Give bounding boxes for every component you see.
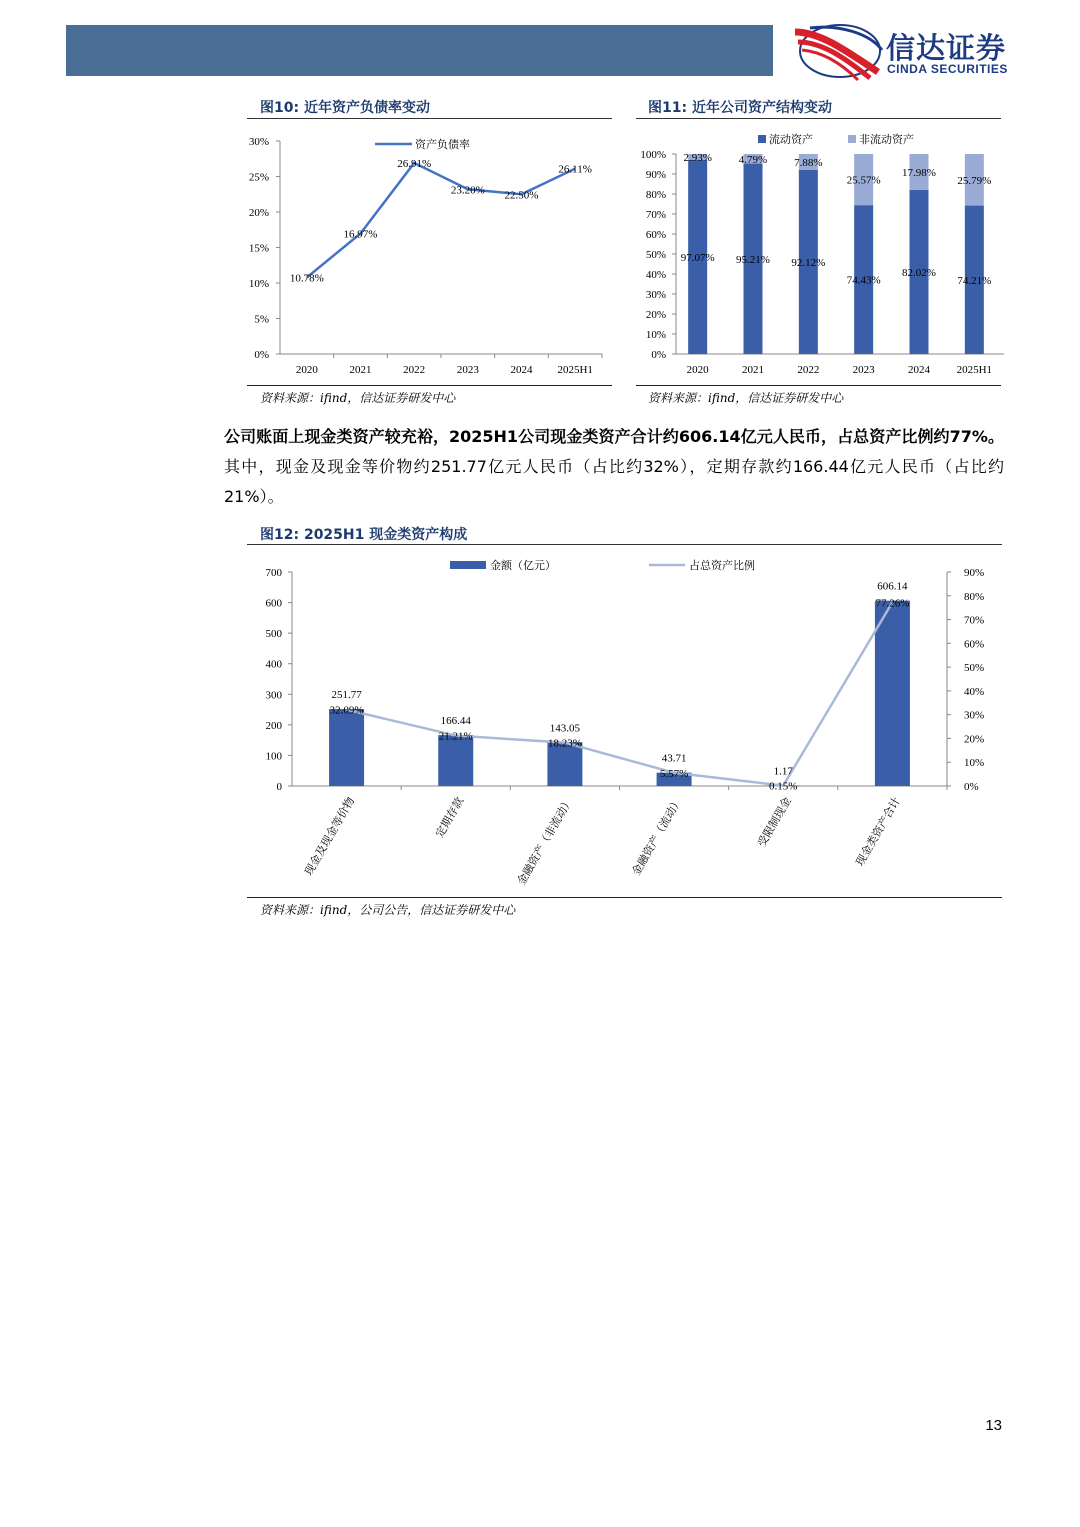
fig12-y-right-tick-label: 60% — [964, 638, 985, 651]
fig11-data-label-noncurrent: 4.79% — [738, 153, 768, 166]
cinda-logo-icon — [790, 20, 885, 82]
fig11-data-label-noncurrent: 17.98% — [902, 166, 936, 179]
fig11-legend-label-current: 流动资产 — [769, 134, 813, 146]
fig11-x-tick-label: 2024 — [908, 364, 930, 376]
fig11-chart — [636, 125, 1006, 389]
fig11-source: 资料来源：ifind，信达证券研发中心 — [648, 391, 844, 405]
fig12-marks — [329, 581, 910, 793]
fig10-top-rule — [247, 118, 612, 119]
fig11-data-label-noncurrent: 25.57% — [846, 174, 881, 187]
fig10-data-label: 10.78% — [289, 272, 324, 285]
fig10-data-label: 23.20% — [450, 184, 485, 197]
fig10-axes — [249, 136, 602, 376]
fig12-y-right-tick-label: 70% — [964, 614, 985, 627]
fig12-y-left-tick-label: 700 — [265, 567, 282, 579]
fig10-y-tick-label: 20% — [248, 207, 269, 219]
fig10-y-tick-label: 15% — [248, 242, 269, 255]
fig12-y-right-tick-label: 0% — [964, 781, 979, 793]
cinda-logo — [790, 20, 1060, 82]
fig12-x-tick-label: 现金及现金等价物 — [302, 795, 358, 878]
fig12-x-tick-label: 金融资产（流动） — [630, 795, 685, 878]
fig10-legend-label: 资产负债率 — [415, 139, 470, 151]
fig12-data-label-amount: 606.14 — [877, 580, 908, 593]
fig11-legend-swatch-current — [758, 135, 766, 143]
fig10-y-tick-label: 0% — [254, 349, 269, 361]
fig12-x-tick-label: 金融资产（非流动） — [515, 795, 576, 888]
body-paragraph — [224, 422, 1004, 512]
fig10-x-tick-label: 2023 — [456, 364, 479, 376]
fig11-title: 图11: 近年公司资产结构变动 — [648, 100, 832, 116]
fig12-data-label-ratio: 32.09% — [329, 704, 364, 717]
fig12-data-label-ratio: 21.21% — [438, 730, 473, 743]
fig12-y-right-tick-label: 80% — [964, 590, 985, 603]
fig12-svg — [247, 550, 1002, 895]
fig12-y-right-tick-label: 40% — [964, 685, 985, 698]
fig12-y-left-tick-label: 100 — [265, 750, 282, 763]
fig10-svg — [247, 125, 612, 385]
fig10-data-label: 26.11% — [558, 163, 592, 176]
fig11-y-tick-label: 0% — [651, 349, 666, 361]
fig12-legend-swatch-amount — [450, 561, 486, 569]
fig12-data-label-amount: 43.71 — [661, 752, 687, 765]
page-number: 13 — [985, 1417, 1002, 1434]
fig10-data-label: 26.91% — [397, 157, 432, 170]
fig11-legend-swatch-noncurrent — [848, 135, 856, 143]
fig12-y-left-tick-label: 600 — [265, 597, 282, 610]
fig11-data-label-current: 92.12% — [791, 256, 826, 269]
fig12-legend-label-amount: 金额（亿元） — [490, 560, 556, 572]
fig12-data-label-ratio: 77.26% — [875, 597, 910, 610]
fig11-x-tick-label: 2025H1 — [956, 364, 993, 376]
fig12-x-tick-label: 定期存款 — [433, 795, 467, 840]
fig12-data-label-amount: 166.44 — [440, 715, 471, 728]
fig12-y-right-tick-label: 10% — [964, 757, 985, 770]
fig12-title: 图12: 2025H1 现金类资产构成 — [260, 527, 468, 543]
fig10-chart — [247, 125, 612, 389]
fig12-top-rule — [247, 544, 1002, 545]
fig11-y-tick-label: 40% — [645, 269, 666, 281]
fig12-data-label-amount: 251.77 — [331, 689, 362, 702]
paragraph-bold: 公司账面上现金类资产较充裕，2025H1公司现金类资产合计约606.14亿元人民币，占总资产比例约77%。 — [224, 427, 1004, 446]
fig12-data-label-ratio: 18.23% — [547, 737, 582, 750]
fig12-y-left-tick-label: 200 — [265, 719, 282, 732]
fig10-x-tick-label: 2024 — [510, 364, 533, 376]
fig11-data-label-noncurrent: 2.93% — [683, 151, 712, 164]
fig11-data-label-current: 97.07% — [680, 251, 715, 264]
fig10-data-label: 16.97% — [343, 228, 378, 241]
fig10-x-tick-label: 2020 — [295, 364, 318, 376]
fig12-y-right-tick-label: 20% — [964, 733, 985, 746]
fig11-y-tick-label: 30% — [645, 289, 666, 301]
fig12-y-right-tick-label: 30% — [964, 709, 985, 722]
fig12-bar-amount — [329, 709, 364, 786]
fig11-y-tick-label: 70% — [645, 209, 666, 221]
fig10-series-line — [307, 163, 575, 278]
fig11-y-tick-label: 100% — [640, 149, 666, 161]
fig11-svg — [636, 125, 1006, 385]
fig11-x-tick-label: 2020 — [686, 364, 709, 376]
fig12-data-label-amount: 143.05 — [549, 722, 581, 735]
fig11-y-tick-label: 20% — [645, 309, 666, 321]
fig10-y-tick-label: 30% — [248, 136, 269, 148]
fig11-data-label-noncurrent: 25.79% — [957, 174, 992, 187]
logo-text-cn: 信达证券 — [886, 31, 1007, 65]
fig11-data-label-current: 74.43% — [846, 274, 881, 287]
fig12-series-line-ratio — [347, 602, 893, 785]
fig12-x-tick-label: 受限制现金 — [755, 795, 794, 850]
fig10-data-label: 22.50% — [504, 189, 539, 202]
fig11-marks — [681, 152, 992, 354]
fig12-source: 资料来源：ifind，公司公告，信达证券研发中心 — [260, 903, 516, 917]
fig11-top-rule — [636, 118, 1001, 119]
fig10-title: 图10: 近年资产负债率变动 — [260, 100, 430, 116]
fig12-chart — [247, 550, 1002, 899]
fig12-data-label-amount: 1.17 — [773, 765, 793, 778]
fig10-y-tick-label: 10% — [248, 278, 269, 290]
fig10-x-tick-label: 2022 — [403, 364, 426, 376]
fig11-data-label-current: 74.21% — [957, 274, 992, 287]
fig11-y-tick-label: 60% — [645, 229, 666, 241]
fig12-data-label-ratio: 0.15% — [769, 780, 798, 793]
fig11-x-tick-label: 2023 — [852, 364, 875, 376]
fig11-y-tick-label: 10% — [645, 329, 666, 341]
fig12-data-label-ratio: 5.57% — [659, 767, 689, 780]
fig10-y-tick-label: 25% — [248, 171, 269, 184]
fig11-data-label-current: 95.21% — [736, 253, 770, 266]
fig11-y-tick-label: 80% — [645, 189, 666, 201]
fig11-data-label-noncurrent: 7.88% — [794, 156, 823, 169]
fig12-y-left-tick-label: 500 — [265, 628, 282, 641]
fig10-marks — [290, 158, 592, 285]
fig11-y-tick-label: 90% — [645, 169, 666, 181]
fig11-x-tick-label: 2021 — [742, 364, 764, 376]
fig11-bottom-rule — [636, 385, 1001, 386]
fig11-data-label-current: 82.02% — [902, 266, 936, 279]
fig10-x-tick-label: 2021 — [349, 364, 372, 376]
fig12-legend-label-ratio: 占总资产比例 — [689, 560, 755, 572]
fig11-legend-label-noncurrent: 非流动资产 — [859, 134, 914, 146]
fig12-y-left-tick-label: 0 — [276, 781, 282, 793]
fig11-x-tick-label: 2022 — [797, 364, 820, 376]
header-bar — [66, 25, 773, 76]
fig11-y-tick-label: 50% — [645, 249, 666, 261]
fig10-bottom-rule — [247, 385, 612, 386]
logo-text-en: CINDA SECURITIES — [887, 62, 1008, 76]
fig12-x-tick-label: 现金类资产合计 — [854, 795, 904, 869]
fig10-x-tick-label: 2025H1 — [557, 364, 593, 376]
paragraph-text: 其中，现金及现金等价物约251.77亿元人民币（占比约32%），定期存款约166.44亿元人民币（占比约21%）。 — [224, 457, 1004, 506]
fig12-bottom-rule — [247, 897, 1002, 898]
fig12-y-right-tick-label: 50% — [964, 662, 985, 675]
fig12-y-right-tick-label: 90% — [964, 567, 985, 579]
fig12-bar-amount — [438, 735, 473, 786]
fig12-y-left-tick-label: 400 — [265, 658, 282, 671]
fig10-y-tick-label: 5% — [254, 313, 269, 326]
fig12-bar-amount — [875, 601, 910, 786]
fig10-source: 资料来源：ifind，信达证券研发中心 — [260, 391, 456, 405]
fig12-y-left-tick-label: 300 — [265, 689, 282, 702]
